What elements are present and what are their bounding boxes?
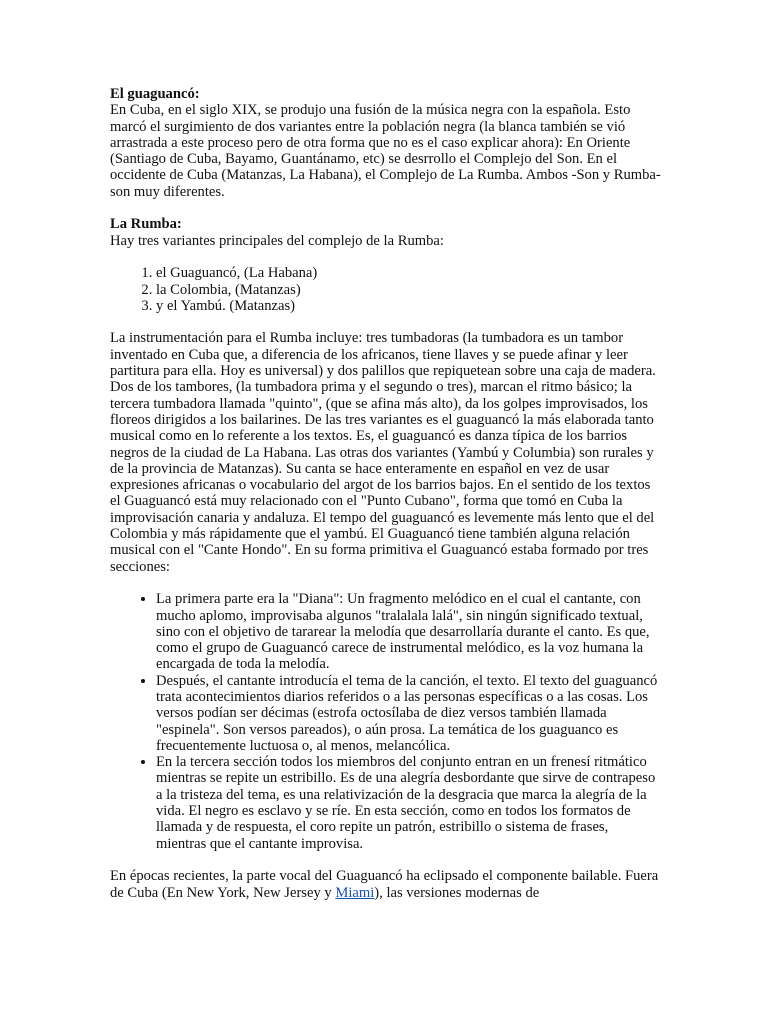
paragraph-recent-times [110, 868, 662, 901]
list-rumba-variants [110, 265, 662, 314]
text-recent-before-link: En épocas recientes, la parte vocal del Guaguancó ha eclipsado el componente bailable. Fuera de Cuba (En New York, New Jersey y [110, 868, 659, 901]
paragraph-rumba-intro: Hay tres variantes principales del complejo de la Rumba: [110, 232, 444, 249]
paragraph-instrumentation: La instrumentación para el Rumba incluye: tres tumbadoras (la tumbadora es un tambor inventado en Cuba que, a diferencia de los africanos, tiene llaves y se puede afinar y leer partitura para ella. Hoy es universal) y dos palillos que repiquetean sobre una caja de madera. Dos de los tambores, (la tumbadora prima y el segundo o tres), marcan el ritmo básico; la tercera tumbadora llamada "quinto", (que se afina más alto), da los golpes improvisados, los floreos dirigidos a los bailarines. De las tres variantes es el guaguancó la más elaborada tanto musical como en lo referente a los textos. Es, el guaguancó es danza típica de los barrios negros de la ciudad de La Habana. Las otras dos variantes (Yambú y Columbia) son rurales y de la provincia de Matanzas). Su canta se hace enteramente en español en vez de usar expresiones africanas o vocabulario del argot de los barrios bajos. En el sentido de los textos el Guaguancó está muy relacionado con el "Punto Cubano", forma que tomó en Cuba la improvisación canaria y andaluza. El tempo del guaguancó es levemente más lento que el del Colombia y más rápidamente que el yambú. El Guaguancó tiene también alguna relación musical con el "Cante Hondo". En su forma primitiva el Guaguancó estaba formado por tres secciones: [110, 330, 656, 575]
document-page [110, 86, 662, 917]
list-item-section: • Después, el cantante introducía el tema de la canción, el texto. El texto del guaguancó trata acontecimientos diarios referidos o a las personas específicas o a las cosas. Los versos podían ser décimas (estrofa octosílaba de diez versos también llamada "espinela". Son versos pareados), o aún prosa. La temática de los guaguanco es frecuentemente luctuosa o, al menos, melancólica. [156, 673, 662, 754]
list-item-variant: 3. y el Yambú. (Matanzas) [156, 298, 662, 314]
paragraph-origins: En Cuba, en el siglo XIX, se produjo una fusión de la música negra con la española. Esto marcó el surgimiento de dos variantes entre la población negra (la blanca también se vió arrastrada a este proceso pero de otra forma que no es el caso explicar ahora): En Oriente (Santiago de Cuba, Bayamo, Guantánamo, etc) se desrrollo el Complejo del Son. En el occidente de Cuba (Matanzas, La Habana), el Complejo de La Rumba. Ambos -Son y Rumba- son muy diferentes. [110, 102, 661, 200]
list-item-section: • La primera parte era la "Diana": Un fragmento melódico en el cual el cantante, con mucho aplomo, improvisaba algunos "tralalala lalá", sin ningún significado textual, sino con el objetivo de tararear la melodía que desarrollaría durante el canto. Es que, como el grupo de Guaguancó carece de instrumental melódico, es la voz humana la encargada de toda la melodía. [156, 591, 662, 672]
list-item-variant: 2. la Colombia, (Matanzas) [156, 282, 662, 298]
heading-guaguanco: El guaguancó: [110, 86, 200, 102]
miami-link[interactable]: Miami [335, 884, 375, 901]
list-guaguanco-sections [110, 591, 662, 852]
list-item-variant: 1. el Guaguancó, (La Habana) [156, 265, 662, 281]
text-recent-after-link: ), las versiones modernas de [374, 884, 540, 901]
list-item-section: • En la tercera sección todos los miembros del conjunto entran en un frenesí ritmático mientras se repite un estribillo. Es de una alegría desbordante que sirve de contrapeso a la tristeza del tema, es una relativización de la desgracia que marca la alegría de la vida. El negro es esclavo y se ríe. En esta sección, como en todos los formatos de llamada y de respuesta, el coro repite un patrón, estribillo o sistema de frases, mientras que el cantante improvisa. [156, 754, 662, 852]
heading-rumba: La Rumba: [110, 216, 182, 233]
